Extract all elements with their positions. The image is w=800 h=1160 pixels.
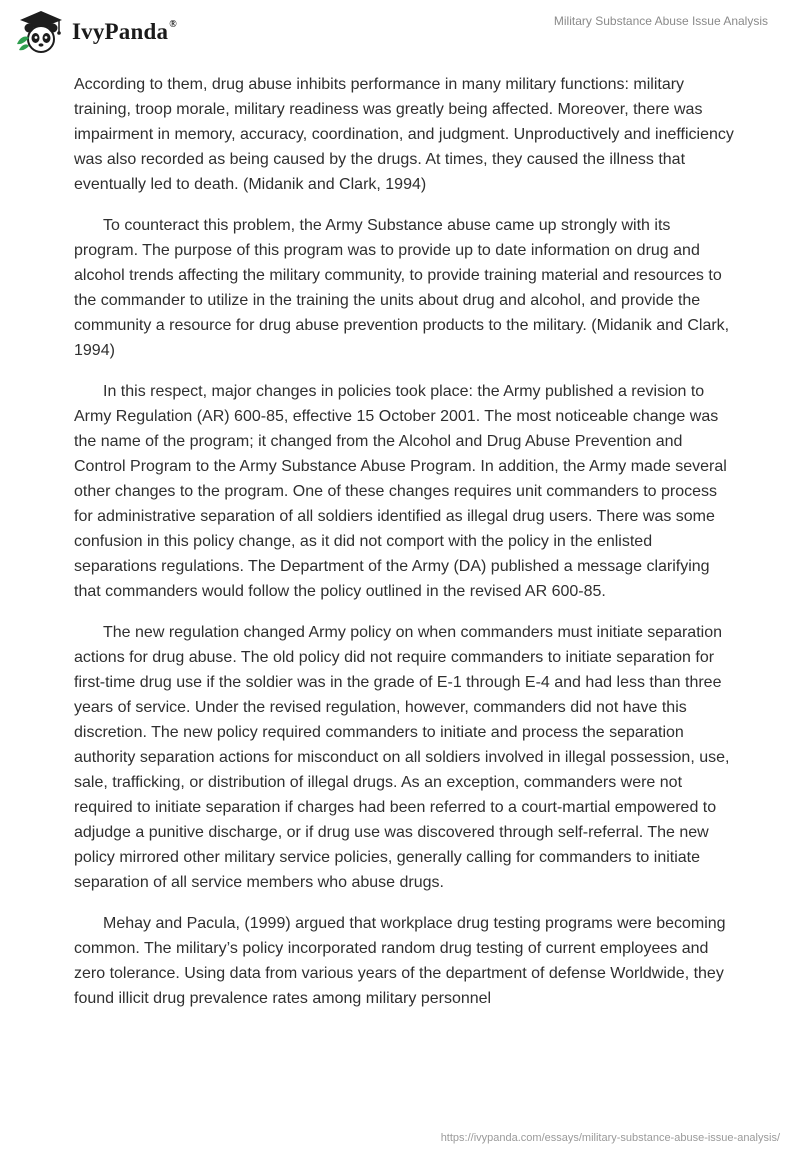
ivypanda-logo[interactable] xyxy=(14,8,177,56)
paragraph-1: According to them, drug abuse inhibits performance in many military functions: military training, troop morale, military readiness was greatly being affected. Moreover, there was impairment in memory, accuracy, coordination, and judgment. Unproductively and inefficiency was also recorded as being caused by the drugs. At times, they caused the illness that eventually led to death. (Midanik and Clark, 1994) xyxy=(74,76,734,193)
paragraph-3: In this respect, major changes in policies took place: the Army published a revision to Army Regulation (AR) 600-85, effective 15 October 2001. The most noticeable change was the name of the program; it changed from the Alcohol and Drug Abuse Prevention and Control Program to the Army Substance Abuse Program. In addition, the Army made several other changes to the program. One of these changes requires unit commanders to process for administrative separation of all soldiers identified as illegal drug users. There was some confusion in this policy change, as it did not comport with the policy in the enlisted separations regulations. The Department of the Army (DA) published a message clarifying that commanders would follow the policy outlined in the revised AR 600-85. xyxy=(74,383,727,600)
document-title: Military Substance Abuse Issue Analysis xyxy=(553,14,768,28)
essay-body xyxy=(74,72,734,1027)
paragraph-5: Mehay and Pacula, (1999) argued that workplace drug testing programs were becoming common. The military’s policy incorporated random drug testing of current employees and zero tolerance. Using data from various years of the department of defense Worldwide, they found illicit drug prevalence rates among military personnel xyxy=(74,915,726,1007)
brand-name: IvyPanda® xyxy=(72,19,177,44)
panda-graduate-icon xyxy=(14,8,64,56)
source-url[interactable]: https://ivypanda.com/essays/military-substance-abuse-issue-analysis/ xyxy=(440,1132,780,1144)
paragraph-2: To counteract this problem, the Army Substance abuse came up strongly with its program. The purpose of this program was to provide up to date information on drug and alcohol trends affecting the military community, to provide training material and resources to the commander to utilize in the training the units about drug and alcohol, and provide the community a resource for drug abuse prevention products to the military. (Midanik and Clark, 1994) xyxy=(74,217,730,359)
page-header xyxy=(0,0,800,60)
paragraph-4: The new regulation changed Army policy on when commanders must initiate separation actions for drug abuse. The old policy did not require commanders to initiate separation for first-time drug use if the soldier was in the grade of E-1 through E-4 and had less than three years of service. Under the revised regulation, however, commanders did not have this discretion. The new policy required commanders to initiate and process the separation authority separation actions for misconduct on all soldiers involved in illegal possession, use, sale, trafficking, or distribution of illegal drugs. As an exception, commanders were not required to initiate separation if charges had been referred to a court-martial empowered to adjudge a punitive discharge, or if drug use was discovered through self-referral. The new policy mirrored other military service policies, generally calling for commanders to initiate separation of all service members who abuse drugs. xyxy=(74,624,730,891)
registered-mark: ® xyxy=(169,19,177,31)
